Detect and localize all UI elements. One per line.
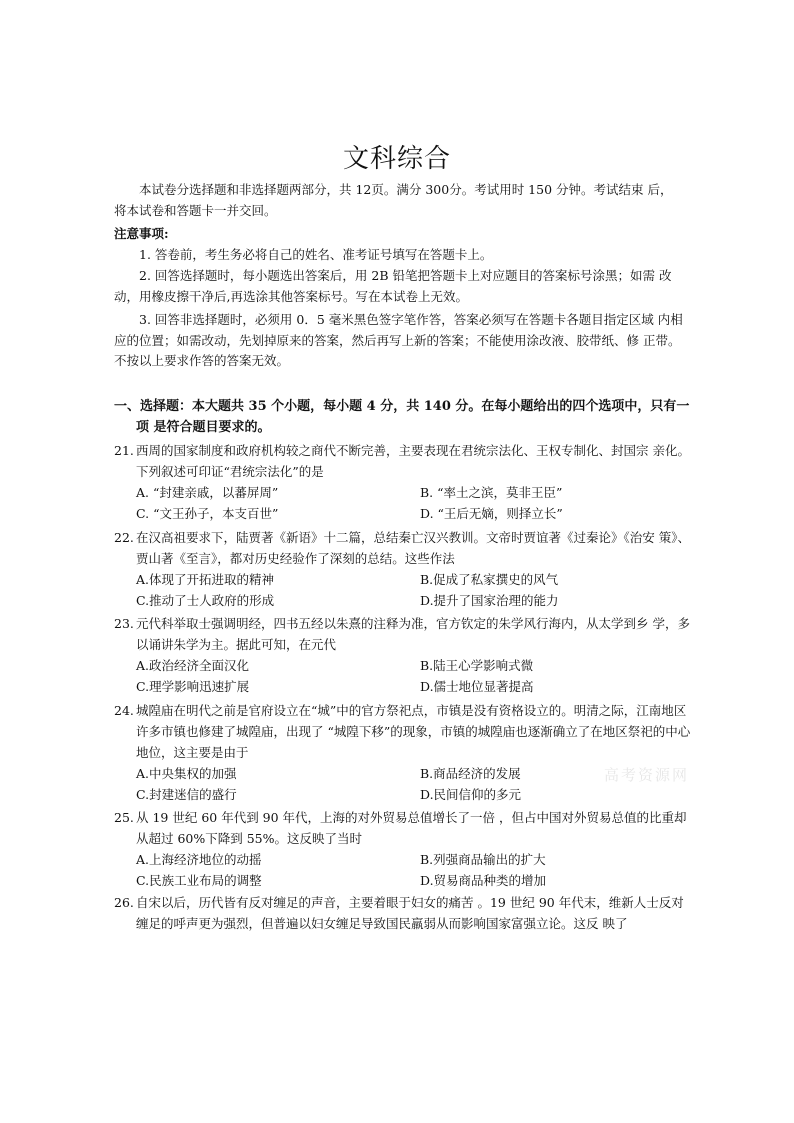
question-number: 25.	[114, 810, 134, 825]
question-21	[114, 440, 694, 524]
option-row	[136, 590, 694, 611]
option-a: A. “封建亲戚，以蕃屏周”	[136, 485, 279, 500]
page-title: 文科综合	[342, 144, 451, 174]
question-22	[114, 527, 694, 611]
question-stem: 自宋以后，历代皆有反对缠足的声音，主要着眼于妇女的痛苦 。19 世纪 90 年代末，维新人士反对缠足的呼声更为强烈，但普遍以妇女缠足导致国民羸弱从而影响国家富强立论。这反 映了	[136, 895, 684, 931]
question-stem: 元代科举取士强调明经，四书五经以朱熹的注释为准，官方钦定的朱学风行海内，从太学到乡 学，多以诵讲朱学为主。据此可知，在元代	[136, 616, 690, 652]
question-stem: 在汉高祖要求下，陆贾著《新语》十二篇，总结秦亡汉兴教训。文帝时贾谊著《过秦论》《治安 策》、贾山著《至言》，都对历史经验作了深刻的总结。这些作法	[136, 530, 690, 566]
option-c: C.推动了士人政府的形成	[136, 593, 275, 608]
question-number: 23.	[114, 616, 134, 631]
option-a: A.上海经济地位的动摇	[136, 852, 262, 867]
notice-item-3: 3. 回答非选择题时，必须用 0．5 毫米黑色签字笔作答，答案必须写在答题卡各题目指定区域 内相应的位置；如需改动，先划掉原来的答案，然后再写上新的答案；不能使用涂改液、胶带纸、修 正带。不按以上要求作答的答案无效。	[114, 312, 683, 368]
option-row	[136, 569, 694, 590]
question-stem: 西周的国家制度和政府机构较之商代不断完善，主要表现在君统宗法化、王权专制化、封国宗 亲化。下列叙述可印证“君统宗法化”的是	[136, 443, 690, 479]
option-c: C.封建迷信的盛行	[136, 787, 237, 802]
option-c: C.民族工业布局的调整	[136, 873, 262, 888]
option-row	[136, 655, 694, 676]
section-heading	[114, 396, 694, 438]
question-stem: 从 19 世纪 60 年代到 90 年代，上海的对外贸易总值增长了一倍 ，但占中国对外贸易总值的比重却从超过 60%下降到 55%。这反映了当时	[136, 810, 687, 846]
question-stem: 城隍庙在明代之前是官府设立在“城”中的官方祭祀点，市镇是没有资格设立的。明清之际，江南地区许多市镇也修建了城隍庙，出现了 “城隍下移”的现象，市镇的城隍庙也逐渐确立了在地区祭祀的中心地位，这主要是由于	[136, 703, 691, 760]
option-c: C. “文王孙子，本支百世”	[136, 506, 279, 521]
option-row	[136, 482, 694, 503]
option-b: B.列强商品输出的扩大	[420, 852, 546, 867]
option-d: D.提升了国家治理的能力	[420, 593, 559, 608]
section-heading-line1: 一、选择题：本大题共 35 个小题，每小题 4 分，共 140 分。在每小题给出的四个选项中，只有一	[114, 399, 690, 414]
section-heading-line2: 项 是符合题目要求的。	[136, 420, 271, 435]
option-row	[136, 849, 694, 870]
question-number: 22.	[114, 530, 134, 545]
option-row	[136, 676, 694, 697]
option-b: B.促成了私家撰史的风气	[420, 572, 559, 587]
option-a: A.体现了开拓进取的精神	[136, 572, 275, 587]
option-a: A.中央集权的加强	[136, 766, 237, 781]
option-a: A.政治经济全面汉化	[136, 658, 250, 673]
question-26	[114, 892, 694, 934]
question-number: 21.	[114, 443, 134, 458]
option-d: D.民间信仰的多元	[420, 787, 522, 802]
option-b: B.商品经济的发展	[420, 766, 521, 781]
option-d: D. “王后无嫡，则择立长”	[420, 506, 563, 521]
option-d: D.贸易商品种类的增加	[420, 873, 547, 888]
notice-item-1: 1. 答卷前，考生务必将自己的姓名、准考证号填写在答题卡上。	[139, 247, 493, 262]
question-number: 24.	[114, 703, 134, 718]
option-d: D.儒士地位显著提高	[420, 679, 534, 694]
question-number: 26.	[114, 895, 134, 910]
option-row	[136, 870, 694, 891]
notice-heading: 注意事项:	[114, 226, 169, 241]
question-23	[114, 613, 694, 697]
option-b: B.陆王心学影响式微	[420, 658, 534, 673]
watermark-text: 高考资源网	[604, 766, 690, 784]
option-row	[136, 503, 694, 524]
question-24	[114, 700, 694, 805]
option-c: C.理学影响迅速扩展	[136, 679, 250, 694]
option-row	[136, 784, 694, 805]
intro-paragraph: 本试卷分选择题和非选择题两部分，共 12页。满分 300分。考试用时 150 分钟。考试结束 后，将本试卷和答题卡一并交回。	[114, 182, 673, 218]
option-b: B. “率土之滨，莫非王臣”	[420, 485, 563, 500]
notice-item-2: 2. 回答选择题时，每小题选出答案后，用 2B 铅笔把答题卡上对应题目的答案标号涂黑；如需 改动，用橡皮擦干净后,再选涂其他答案标号。写在本试卷上无效。	[114, 268, 672, 304]
question-25	[114, 807, 694, 891]
